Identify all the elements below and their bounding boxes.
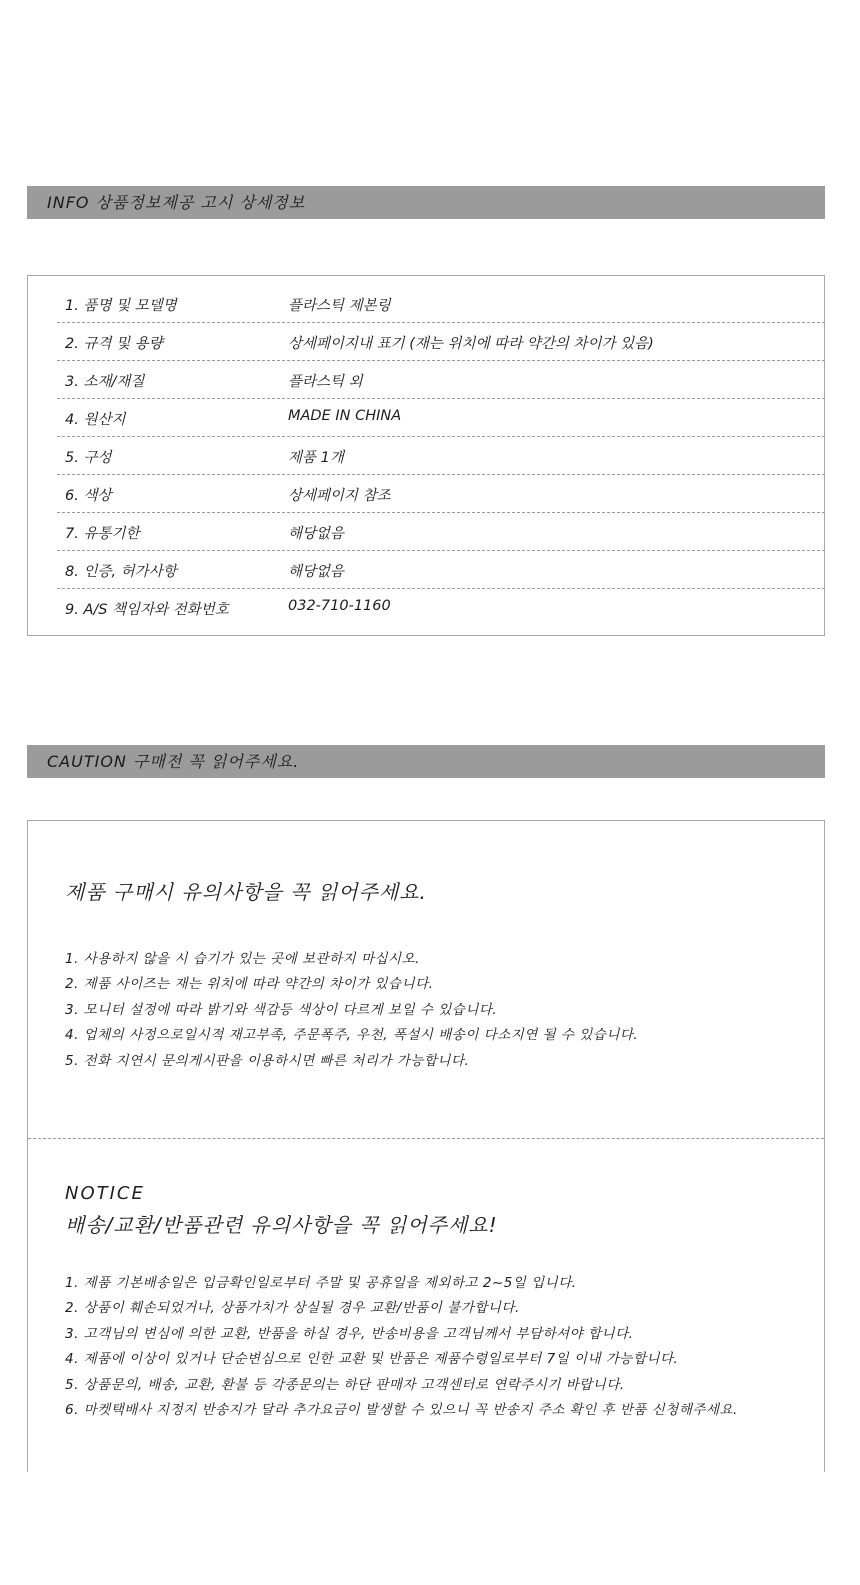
info-label: 4. 원산지 <box>65 412 126 428</box>
info-value: 상세페이지내 표기 (재는 위치에 따라 약간의 차이가 있음) <box>288 336 654 352</box>
caution-title: 제품 구매시 유의사항을 꼭 읽어주세요. <box>65 880 427 904</box>
info-label: 1. 품명 및 모델명 <box>65 298 177 314</box>
info-value: MADE IN CHINA <box>288 408 402 424</box>
info-row-expiry <box>57 513 825 551</box>
info-value: 플라스틱 제본링 <box>288 298 391 314</box>
notice-item: 1. 제품 기본배송일은 입금확인일로부터 주말 및 공휴일을 제외하고 2~5일 입니다. <box>65 1275 577 1291</box>
info-row-as-contact <box>57 589 825 626</box>
caution-item: 1. 사용하지 않을 시 습기가 있는 곳에 보관하지 마십시오. <box>65 951 420 967</box>
info-label: 7. 유통기한 <box>65 526 140 542</box>
notice-item: 3. 고객님의 변심에 의한 교환, 반품을 하실 경우, 반송비용을 고객님께서 부담하셔야 합니다. <box>65 1325 634 1342</box>
notice-item: 5. 상품문의, 배송, 교환, 환불 등 각종문의는 하단 판매자 고객센터로 연락주시기 바랍니다. <box>65 1376 625 1393</box>
info-value: 플라스틱 외 <box>288 374 363 390</box>
info-value: 해당없음 <box>288 564 345 580</box>
caution-section-header: CAUTION 구매전 꼭 읽어주세요. <box>27 745 825 778</box>
info-label: 8. 인증, 허가사항 <box>65 564 177 580</box>
info-row-origin <box>57 399 825 437</box>
info-label: 6. 색상 <box>65 488 112 504</box>
notice-item: 2. 상품이 훼손되었거나, 상품가치가 상실될 경우 교환/반품이 불가합니다. <box>65 1300 520 1317</box>
product-info-table <box>27 275 825 636</box>
caution-item: 5. 전화 지연시 문의게시판을 이용하시면 빠른 처리가 가능합니다. <box>65 1052 470 1069</box>
notice-list <box>65 1271 738 1423</box>
section-divider <box>28 1138 824 1139</box>
info-label: 2. 규격 및 용량 <box>65 336 163 352</box>
caution-item: 3. 모니터 설정에 따라 밝기와 색감등 색상이 다르게 보일 수 있습니다. <box>65 1001 498 1018</box>
info-value: 032-710-1160 <box>288 598 391 614</box>
info-section-header: INFO 상품정보제공 고시 상세정보 <box>27 186 825 219</box>
notice-item: 6. 마켓택배사 지정지 반송지가 달라 추가요금이 발생할 수 있으니 꼭 반송지 주소 확인 후 반품 신청해주세요. <box>65 1401 738 1418</box>
caution-item: 4. 업체의 사정으로일시적 재고부족, 주문폭주, 우천, 폭설시 배송이 다소지연 될 수 있습니다. <box>65 1027 639 1044</box>
notice-title-ko: 배송/교환/반품관련 유의사항을 꼭 읽어주세요! <box>65 1213 498 1237</box>
info-row-product-name <box>57 285 825 323</box>
caution-item: 2. 제품 사이즈는 재는 위치에 따라 약간의 차이가 있습니다. <box>65 976 434 993</box>
info-value: 해당없음 <box>288 526 345 542</box>
info-row-composition <box>57 437 825 475</box>
info-label: 9. A/S 책임자와 전화번호 <box>65 602 229 618</box>
info-value: 상세페이지 참조 <box>288 488 391 504</box>
info-value: 제품 1개 <box>288 450 344 466</box>
info-row-size <box>57 323 825 361</box>
caution-notice-box <box>27 820 825 1472</box>
notice-item: 4. 제품에 이상이 있거나 단순변심으로 인한 교환 및 반품은 제품수령일로부터 7일 이내 가능합니다. <box>65 1351 679 1368</box>
info-row-certification <box>57 551 825 589</box>
info-label: 5. 구성 <box>65 450 112 466</box>
info-label: 3. 소재/재질 <box>65 374 145 390</box>
notice-title-en: NOTICE <box>65 1183 145 1204</box>
caution-list <box>65 947 638 1074</box>
info-row-material <box>57 361 825 399</box>
info-row-color <box>57 475 825 513</box>
